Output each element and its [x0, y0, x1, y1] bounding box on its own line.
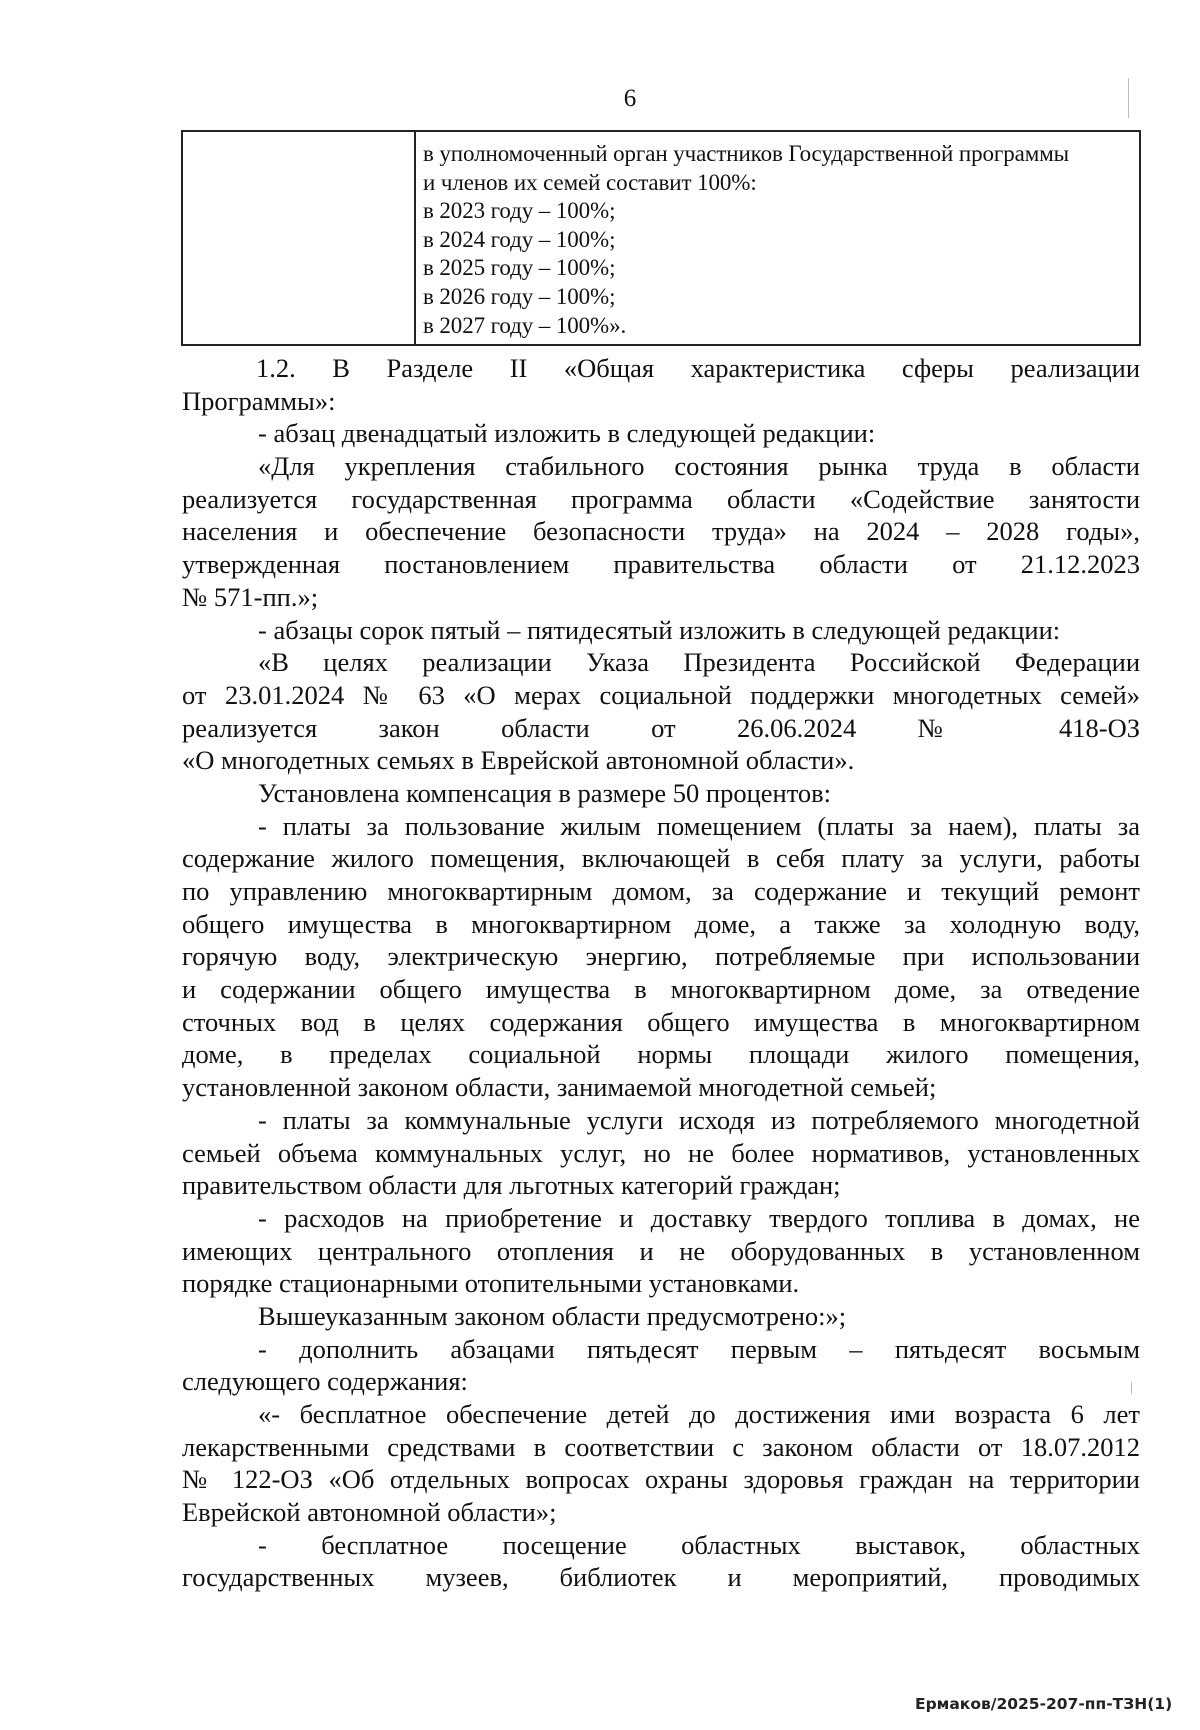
table-cell-line: в уполномоченный орган участников Государственной программы [423, 141, 1069, 166]
text-line: Программы»: [182, 385, 336, 416]
text-line: общего имущества в многоквартирном доме, а также за холодную воду, [182, 908, 1140, 939]
text-line: № 122-ОЗ «Об отдельных вопросах охраны здоровья граждан на территории [182, 1464, 1140, 1495]
text-line: Еврейской автономной области»; [182, 1497, 557, 1528]
text-line: - абзац двенадцатый изложить в следующей редакции: [258, 418, 876, 449]
text-line: - бесплатное посещение областных выставок, областных [258, 1529, 1140, 1560]
text-line: семьей объема коммунальных услуг, но не более нормативов, установленных [182, 1137, 1140, 1168]
text-line: горячую воду, электрическую энергию, потребляемые при использовании [182, 941, 1140, 972]
text-line: утвержденная постановлением правительства области от 21.12.2023 [182, 549, 1140, 580]
table-cell-right [416, 132, 1139, 344]
document-code-footer: Ермаков/2025-207-пп-ТЗН(1) [915, 1695, 1173, 1713]
text-line: - расходов на приобретение и доставку твердого топлива в домах, не [258, 1202, 1140, 1233]
text-line: населения и обеспечение безопасности труда» на 2024 – 2028 годы», [182, 516, 1140, 547]
text-line: «О многодетных семьях в Еврейской автономной области». [182, 745, 855, 776]
text-line: правительством области для льготных категорий граждан; [182, 1170, 841, 1201]
text-line: доме, в пределах социальной нормы площади жилого помещения, [182, 1039, 1140, 1070]
table-cell-line: в 2023 году – 100%; [423, 198, 616, 224]
table-cell-left-empty [183, 132, 416, 344]
text-line: «В целях реализации Указа Президента Российской Федерации [258, 647, 1140, 678]
text-line: содержание жилого помещения, включающей в себя плату за услуги, работы [182, 843, 1140, 874]
table-cell-line: в 2025 году – 100%; [423, 255, 616, 281]
text-line: реализуется государственная программа области «Содействие занятости [182, 483, 1140, 514]
text-line: - дополнить абзацами пятьдесят первым – пятьдесят восьмым [258, 1333, 1140, 1364]
page-number: 6 [623, 85, 637, 112]
scan-artifact-line [1128, 78, 1129, 118]
table-cell-line: в 2026 году – 100%; [423, 283, 616, 309]
text-line: государственных музеев, библиотек и мероприятий, проводимых [182, 1562, 1140, 1593]
text-line: Вышеуказанным законом области предусмотрено:»; [258, 1300, 847, 1331]
text-line: «Для укрепления стабильного состояния рынка труда в области [258, 451, 1140, 482]
text-line: имеющих центрального отопления и не оборудованных в установленном [182, 1235, 1140, 1266]
text-line: 1.2. В Разделе II «Общая характеристика сферы реализации [256, 353, 1140, 383]
text-line: реализуется закон области от 26.06.2024 № 418-ОЗ [182, 712, 1140, 743]
text-line: - абзацы сорок пятый – пятидесятый изложить в следующей редакции: [258, 614, 1061, 645]
document-body [182, 352, 1140, 1594]
text-line: порядке стационарными отопительными установками. [182, 1268, 800, 1299]
text-line: № 571-пп.»; [182, 581, 319, 612]
text-line: установленной законом области, занимаемой многодетной семьей; [182, 1072, 937, 1103]
text-line: Установлена компенсация в размере 50 процентов: [258, 777, 832, 808]
text-line: следующего содержания: [182, 1366, 468, 1397]
text-line: - платы за коммунальные услуги исходя из потребляемого многодетной [258, 1104, 1140, 1135]
text-line: - платы за пользование жилым помещением (платы за наем), платы за [258, 810, 1140, 841]
text-line: и содержании общего имущества в многоквартирном доме, за отведение [182, 974, 1140, 1005]
table-cell-line: в 2024 году – 100%; [423, 226, 616, 252]
table-cell-line: и членов их семей составит 100%: [423, 169, 757, 195]
text-line: по управлению многоквартирным домом, за содержание и текущий ремонт [182, 876, 1140, 906]
text-line: сточных вод в целях содержания общего имущества в многоквартирном [182, 1006, 1140, 1037]
table-cell-line: в 2027 году – 100%». [423, 312, 627, 338]
text-line: лекарственными средствами в соответствии с законом области от 18.07.2012 [182, 1431, 1140, 1462]
text-line: от 23.01.2024 № 63 «О мерах социальной поддержки многодетных семей» [182, 679, 1140, 710]
program-indicators-table [181, 130, 1141, 346]
text-line: «- бесплатное обеспечение детей до достижения ими возраста 6 лет [258, 1399, 1140, 1429]
